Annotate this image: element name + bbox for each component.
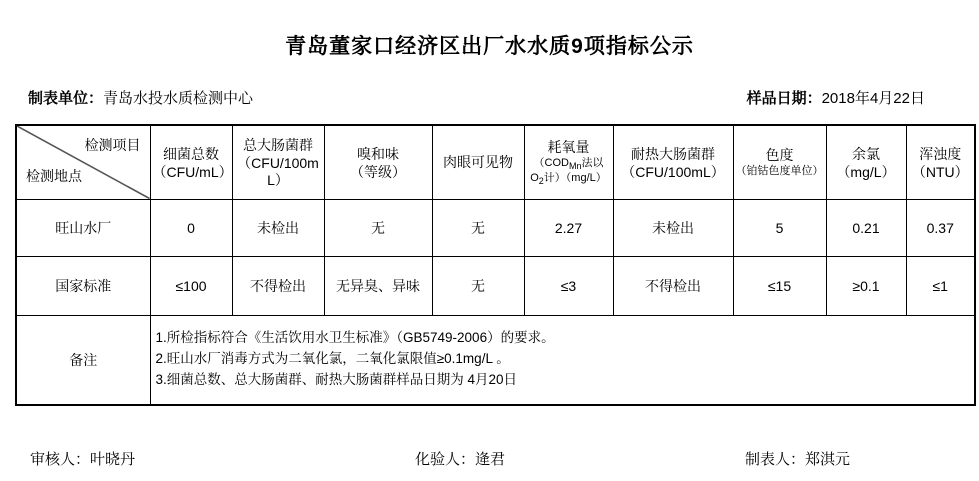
cell-value: 未检出 <box>232 199 324 256</box>
cell-value: 5 <box>733 199 826 256</box>
col-header-bacteria-count <box>150 125 232 199</box>
col-header-name: 嗅和味 <box>357 145 399 162</box>
unit-text: （COD <box>533 157 569 169</box>
cell-value: 不得检出 <box>232 256 324 315</box>
col-header-unit: （CFU/mL） <box>152 163 233 180</box>
corner-top-label: 检测项目 <box>84 137 141 153</box>
unit-subscript: Mn <box>568 161 582 171</box>
col-header-odor-taste <box>324 125 432 199</box>
remark-line: 1.所检指标符合《生活饮用水卫生标准》（GB5749-2006）的要求。 <box>155 330 555 346</box>
remark-line: 2.旺山水厂消毒方式为二氧化氯，二氧化氯限值≥0.1mg/L 。 <box>155 351 510 367</box>
col-header-unit: （NTU） <box>911 163 969 180</box>
corner-bottom-label: 检测地点 <box>26 167 82 184</box>
cell-value: 2.27 <box>524 199 613 256</box>
prepared-by <box>28 87 253 108</box>
col-header-unit: （等级） <box>350 163 406 180</box>
page-title: 青岛董家口经济区出厂水水质9项指标公示 <box>285 35 694 58</box>
col-header-name: 耗氧量 <box>547 139 590 155</box>
water-quality-table <box>15 124 976 406</box>
cell-value: 无 <box>432 256 524 315</box>
col-header-oxygen-consumption <box>524 125 613 199</box>
col-header-name: 浑浊度 <box>919 145 962 162</box>
cell-value: 0.37 <box>906 199 975 256</box>
table-header-row <box>16 125 975 199</box>
col-header-unit: （CFU/100mL） <box>237 154 319 189</box>
remark-label: 备注 <box>16 315 150 405</box>
col-header-name: 耐热大肠菌群 <box>631 145 715 162</box>
prepared-by-label: 制表单位： <box>28 90 104 107</box>
table-row-national-standard <box>16 256 975 315</box>
col-header-unit: （CFU/100mL） <box>621 163 725 180</box>
col-header-name: 细菌总数 <box>163 145 219 162</box>
prepared-by-value: 青岛水投水质检测中心 <box>103 90 254 107</box>
sample-date <box>747 87 925 108</box>
unit-text: O <box>530 172 539 185</box>
col-header-residual-chlorine <box>826 125 906 199</box>
cell-value: ≤100 <box>150 256 232 315</box>
col-header-name: 余氯 <box>852 145 880 162</box>
cell-value: 未检出 <box>613 199 733 256</box>
col-header-visible-matter <box>432 125 524 199</box>
corner-cell <box>16 125 150 199</box>
remark-content <box>150 315 975 405</box>
col-header-name: 色度 <box>765 147 794 164</box>
footer <box>0 448 979 468</box>
remark-line: 3.细菌总数、总大肠菌群、耐热大肠菌群样品日期为 4月20日 <box>155 372 518 388</box>
cell-value: 不得检出 <box>613 256 733 315</box>
cell-value: 无 <box>324 199 432 256</box>
col-header-unit <box>527 157 611 188</box>
row-site-label: 国家标准 <box>16 256 150 315</box>
preparer: 制表人：郑淇元 <box>745 451 851 468</box>
info-row <box>28 87 925 108</box>
col-header-name: 肉眼可见物 <box>443 154 513 171</box>
table-row-wangshan-plant <box>16 199 975 256</box>
cell-value: 0.21 <box>826 199 906 256</box>
col-header-color <box>733 125 826 199</box>
cell-value: ≤1 <box>906 256 975 315</box>
col-header-thermotolerant-coliform <box>613 125 733 199</box>
col-header-unit: （mg/L） <box>836 163 896 180</box>
col-header-turbidity <box>906 125 975 199</box>
row-site-label: 旺山水厂 <box>16 199 150 256</box>
cell-value: ≥0.1 <box>826 256 906 315</box>
col-header-unit: （铂钴色度单位） <box>735 165 824 178</box>
unit-subscript: 2 <box>538 176 544 187</box>
col-header-total-coliform <box>232 125 324 199</box>
sample-date-value: 2018年4月22日 <box>821 90 925 107</box>
tester: 化验人：逄君 <box>415 451 506 468</box>
cell-value: 无异臭、异味 <box>324 256 432 315</box>
sample-date-label: 样品日期： <box>746 90 822 107</box>
cell-value: 0 <box>150 199 232 256</box>
cell-value: ≤3 <box>524 256 613 315</box>
unit-text: 计）（mg/L） <box>543 172 607 185</box>
col-header-name: 总大肠菌群 <box>243 136 313 153</box>
remark-row <box>16 315 975 405</box>
reviewer: 审核人：叶晓丹 <box>30 451 136 468</box>
cell-value: 无 <box>432 199 524 256</box>
cell-value: ≤15 <box>733 256 826 315</box>
unit-text: 法以 <box>581 157 604 169</box>
